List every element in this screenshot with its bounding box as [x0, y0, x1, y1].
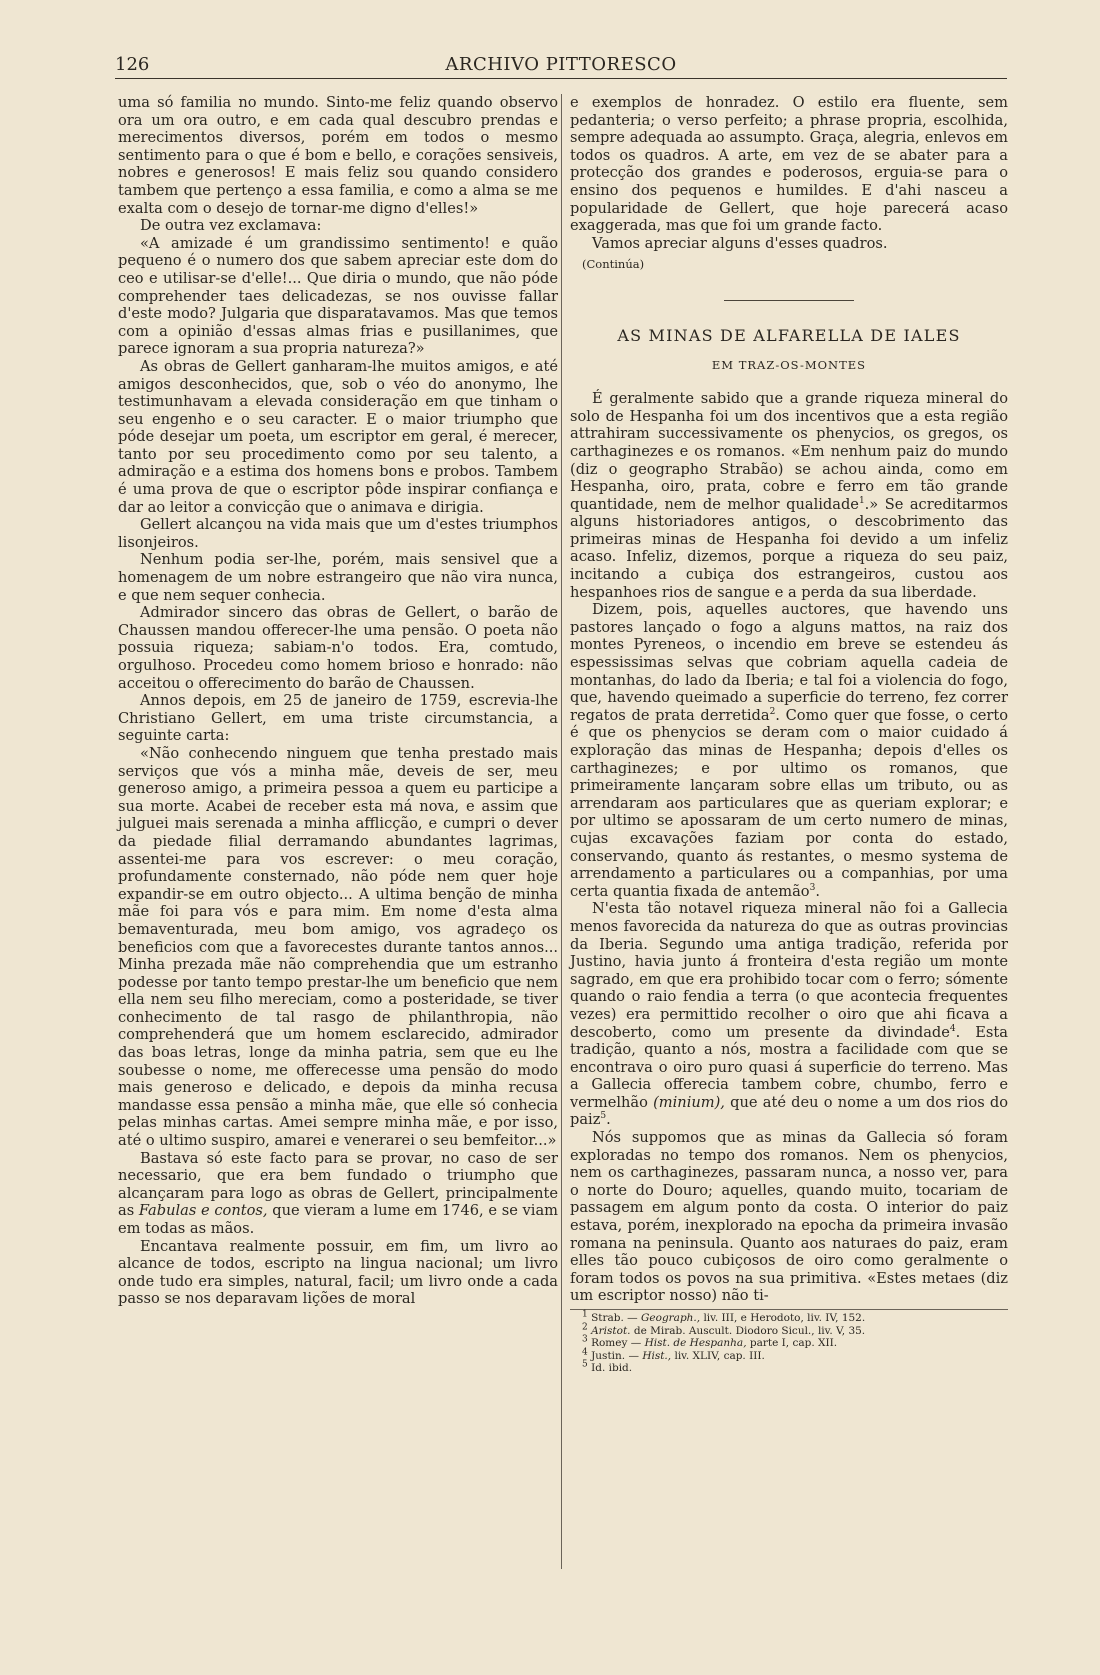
paragraph: Admirador sincero das obras de Gellert, o barão de Chaussen mandou offerecer-lhe uma pensão. O poeta não possuia riqueza; sabiam-n'o todos. Era, comtudo, orgulhoso. Procedeu como homem brioso e honrado: não acceitou o offerecimento do barão de Chaussen. — [118, 604, 558, 692]
right-column — [570, 94, 1008, 1375]
paragraph: Vamos apreciar alguns d'esses quadros. — [592, 234, 888, 252]
footnote-italic: Geograph., — [641, 1312, 701, 1324]
footnote — [570, 1322, 1008, 1338]
footnote-text: liv. III, e Herodoto, liv. IV, 152. — [703, 1312, 866, 1324]
paragraph-text: que vieram a lume em 1746, e se viam em todas as mãos. — [118, 1202, 558, 1237]
paragraph: Gellert alcançou na vida mais que um d'estes triumphos lisonjeiros. — [118, 516, 558, 551]
section-rule — [724, 300, 854, 301]
paragraph: Annos depois, em 25 de janeiro de 1759, escrevia-lhe Christiano Gellert, em uma triste circumstancia, a seguinte carta: — [118, 692, 558, 745]
footnotes — [570, 1309, 1008, 1375]
paragraph-text: É geralmente sabido que a grande riqueza mineral do solo de Hespanha foi um dos incentivos que a esta região attrahiram successivamente os phenycios, os gregos, os carthaginezes e os romanos. «Em nenhum paiz do mundo (diz o geographo Strabão) se achou ainda, como em Hespanha, oiro, prata, cobre e ferro em tão grande quantidade, nem de melhor qualidade — [570, 390, 1008, 513]
footnote-text: Id. ibid. — [591, 1362, 633, 1374]
footnote-ref: 5 — [600, 1111, 607, 1122]
paragraph: N'esta tão notavel riqueza mineral não foi a Gallecia menos favorecida da natureza do que as outras provincias da Iberia. Segundo uma antiga tradição, referida por Justino, havia junto á fronteira d'esta região um monte sagrado, em que era prohibido tocar com o ferro; sómente quando o raio fendia a terra (o que acontecia frequentes vezes) era permittido recolher o oiro que ahi ficava a descoberto, como um presente da divindade$^4$. Esta tradição, quanto a nós, mostra a facilidade com que se encontrava o oiro puro quasi á superficie do terreno. Mas a Gallecia offerecia tambem cobre, chumbo, ferro e vermelhão (minium), que até deu o nome a um dos rios do paiz$^5$. — [570, 900, 1009, 1129]
footnote-mark: 4 — [582, 1347, 588, 1357]
paragraph-text: Bastava só este facto para se provar, no caso de ser necessario, que era bem fundado o triumpho que alcançaram para logo as obras de Gellert, principalmente as — [118, 1149, 558, 1220]
paragraph: Nós suppomos que as minas da Gallecia só foram exploradas no tempo dos romanos. Nem os phenycios, nem os carthaginezes, passaram nunca, a nosso ver, para o norte do Douro; aquelles, quando muito, tocariam de passagem em algum ponto da costa. O interior do paiz estava, porém, inexplorado na epocha da primeira invasão romana na peninsula. Quanto aos naturaes do paiz, eram elles tão pouco cubiçosos de oiro como geralmente o foram todos os povos na sua primitiva. «Estes metaes (diz um escriptor nosso) não ti- — [570, 1129, 1008, 1305]
footnote-mark: 2 — [582, 1322, 588, 1332]
paragraph: Nenhum podia ser-lhe, porém, mais sensivel que a homenagem de um nobre estrangeiro que não vira nunca, e que nem sequer conhecia. — [118, 551, 558, 604]
footnote — [570, 1309, 1008, 1325]
column-divider — [561, 94, 562, 1569]
paragraph: De outra vez exclamava: — [140, 217, 322, 235]
footnote-mark: 5 — [582, 1359, 588, 1370]
letter-quote: «Não conhecendo ninguem que tenha prestado mais serviços que vós a minha mãe, deveis de ser, meu generoso amigo, a primeira pessoa a quem eu participe a sua morte. Acabei de receber esta má nova, e assim que julguei mais serenada a minha afflicção, e cumpri o dever da piedade filial derramando abundantes lagrimas, assentei-me para vos escrever: o meu coração, profundamente consternado, não póde nem quer hoje expandir-se em outro objecto... A ultima benção de minha mãe foi para vós e para mim. Em nome d'esta alma bemaventurada, meu bom amigo, vos agradeço os beneficios com que a favorecestes durante tantos annos... Minha prezada mãe não comprehendia que um estranho podesse por tanto tempo prestar-lhe um beneficio que nem ella nem seu filho mereciam, como a posteridade, se tiver conhecimento de tal rasgo de philanthropia, não comprehenderá que um homem esclarecido, admirador das boas letras, longe da minha patria, sem que eu lhe soubesse o nome, me offerecesse uma pensão do modo mais generoso e delicado, e depois da minha recusa mandasse essa pensão a minha mãe, que elle só conhecia pelas minhas cartas. Amei sempre minha mãe, e por isso, até o ultimo suspiro, amarei e venerarei o seu bemfeitor...» — [118, 744, 558, 1150]
footnote-text: Justin. — — [591, 1349, 639, 1362]
paragraph: As obras de Gellert ganharam-lhe muitos amigos, e até amigos desconhecidos, que, sob o véo do anonymo, lhe testimunhavam a elevada consideração em que tinham o seu engenho e o seu caracter. E o maior triumpho que póde desejar um poeta, um escriptor em geral, é merecer, tanto por seu procedimento como por seu talento, a admiração e a estima dos homens bons e probos. Tambem é uma prova de que o escriptor pôde inspirar confiança e dar ao leitor a convicção que o animava e dirigia. — [118, 357, 558, 516]
footnote — [570, 1347, 1008, 1363]
footnote-ref: 2 — [769, 706, 776, 717]
paragraph: e exemplos de honradez. O estilo era fluente, sem pedanteria; o verso perfeito; a phrase propria, escolhida, sempre adequada ao assumpto. Graça, alegria, enlevos em todos os quadros. A arte, em vez de se abater para a protecção dos grandes e poderosos, erguia-se para o ensino dos pequenos e humildes. E d'ahi nasceu a popularidade de Gellert, que hoje parecerá acaso exaggerada, mas que foi um grande facto. — [570, 94, 1008, 235]
left-column — [118, 94, 558, 1308]
paragraph: uma só familia no mundo. Sinto-me feliz quando observo ora um ora outro, e em cada qual descubro prendas e merecimentos diversos, porém em todos o mesmo sentimento para o que é bom e bello, e corações sensiveis, nobres e generosos! E mais feliz sou quando considero tambem que pertenço a essa familia, e como a alma se me exalta com o desejo de tornar-me digno d'elles!» — [118, 94, 558, 217]
paragraph-text: .» Se acreditarmos alguns historiadores antigos, o descobrimento das primeiras minas de Hespanha foi devido a um infeliz acaso. Infeliz, dizemos, porque a riqueza do seu paiz, incitando a cubiça dos estrangeiros, custou aos hespanhoes rios de sangue e a perda da sua liberdade. — [570, 495, 1008, 601]
footnote-ref: 3 — [809, 882, 816, 893]
footnote-italic: Hist. de Hespanha, — [644, 1337, 747, 1349]
footnote-mark: 1 — [582, 1309, 588, 1320]
italic-title: Fabulas e contos, — [138, 1202, 268, 1220]
journal-title: ARCHIVO PITTORESCO — [445, 54, 677, 75]
footnote-text: liv. XLIV, cap. III. — [674, 1349, 765, 1362]
paragraph-text: Dizem, pois, aquelles auctores, que havendo uns pastores lançado o fogo a alguns mattos, na raiz dos montes Pyreneos, o incendio em breve se estendeu ás espessissimas selvas que cobriam aquella cadeia de montanhas, do lado da Iberia; e tal foi a violencia do fogo, que, havendo queimado a superficie do terreno, fez correr regatos de prata derretida — [570, 601, 1008, 724]
paragraph — [118, 1150, 558, 1238]
paragraph-text: N'esta tão notavel riqueza mineral não foi a Gallecia menos favorecida da natureza do que as outras provincias da Iberia. Segundo uma antiga tradição, referida por Justino, havia junto á fronteira d'esta região um monte sagrado, em que era prohibido tocar com o ferro; sómente quando o raio fendia a terra (o que acontecia frequentes vezes) era permittido recolher o oiro que ahi ficava a descoberto, como um presente da divindade — [570, 900, 1008, 1041]
footnote-text: Romey — — [591, 1337, 642, 1349]
article-subtitle: EM TRAZ-OS-MONTES — [711, 357, 867, 372]
footnote-italic: Aristot. — [591, 1324, 631, 1337]
paragraph: Encantava realmente possuir, em fim, um livro ao alcance de todos, escripto na lingua nacional; um livro onde tudo era simples, natural, facil; um livro onde a cada passo se nos deparavam lições de moral — [118, 1237, 558, 1308]
footnote-text: Strab. — — [591, 1312, 638, 1324]
paragraph-text: . Como quer que fosse, o certo é que os phenycios se deram com o maior cuidado á exploração das minas de Hespanha; depois d'elles os carthaginezes; e por ultimo os romanos, que primeiramente lançaram sobre ellas um tributo, ou as arrendaram aos particulares que as queriam explorar; e por ultimo se apossaram de um certo numero de minas, cujas excavações faziam por conta do estado, conservando, quanto ás restantes, o mesmo systema de arrendamento a particulares ou a companhias, por uma certa quantia fixada de antemão — [570, 706, 1009, 900]
quote-paragraph: «A amizade é um grandissimo sentimento! e quão pequeno é o numero dos que sabem apreciar este dom do ceo e utilisar-se d'elle!... Que diria o mundo, que não póde comprehender taes delicadezas, se nos ouvisse fallar d'este modo? Julgaria que disparatavamos. Mas que temos com a opinião d'essas almas frias e pusillanimes, que parece ignoram a sua propria natureza?» — [118, 234, 558, 358]
footnote — [570, 1359, 1008, 1375]
footnote-text: parte I, cap. XII. — [749, 1337, 838, 1349]
footnote-ref: 1 — [858, 495, 865, 506]
footnote-ref: 4 — [949, 1023, 956, 1034]
footnote-mark: 3 — [582, 1334, 588, 1345]
page-header — [115, 50, 1007, 79]
continua-note: (Continúa) — [582, 257, 645, 272]
paragraph-text: . Esta tradição, quanto a nós, mostra a facilidade com que se encontrava o oiro puro quasi á superficie do terreno. Mas a Gallecia offerecia tambem cobre, chumbo, ferro e vermelhão — [570, 1023, 1008, 1111]
paragraph — [570, 390, 1008, 601]
page-number: 126 — [115, 54, 150, 75]
paragraph-text: que até deu o nome a um dos rios do paiz — [570, 1093, 1009, 1129]
italic-term: (minium), — [653, 1093, 725, 1111]
footnote-italic: Hist., — [642, 1349, 672, 1362]
paragraph: Dizem, pois, aquelles auctores, que havendo uns pastores lançado o fogo a alguns mattos, na raiz dos montes Pyreneos, o incendio em breve se estendeu ás espessissimas selvas que cobriam aquella cadeia de montanhas, do lado da Iberia; e tal foi a violencia do fogo, que, havendo queimado a superficie do terreno, fez correr regatos de prata derretida$^2$. Como quer que fosse, o certo é que os phenycios se deram com o maior cuidado á exploração das minas de Hespanha; depois d'elles os carthaginezes; e por ultimo os romanos, que primeiramente lançaram sobre ellas um tributo, ou as arrendaram aos particulares que as queriam explorar; e por ultimo se apossaram de um certo numero de minas, cujas excavações faziam por conta do estado, conservando, quanto ás restantes, o mesmo systema de arrendamento a particulares ou a companhias, por uma certa quantia fixada de antemão$^3$. — [570, 601, 1009, 900]
footnote — [570, 1334, 1008, 1350]
article-title: AS MINAS DE ALFARELLA DE IALES — [617, 325, 961, 345]
footnote-text: de Mirab. Auscult. Diodoro Sicul., liv. V, 35. — [633, 1324, 866, 1337]
